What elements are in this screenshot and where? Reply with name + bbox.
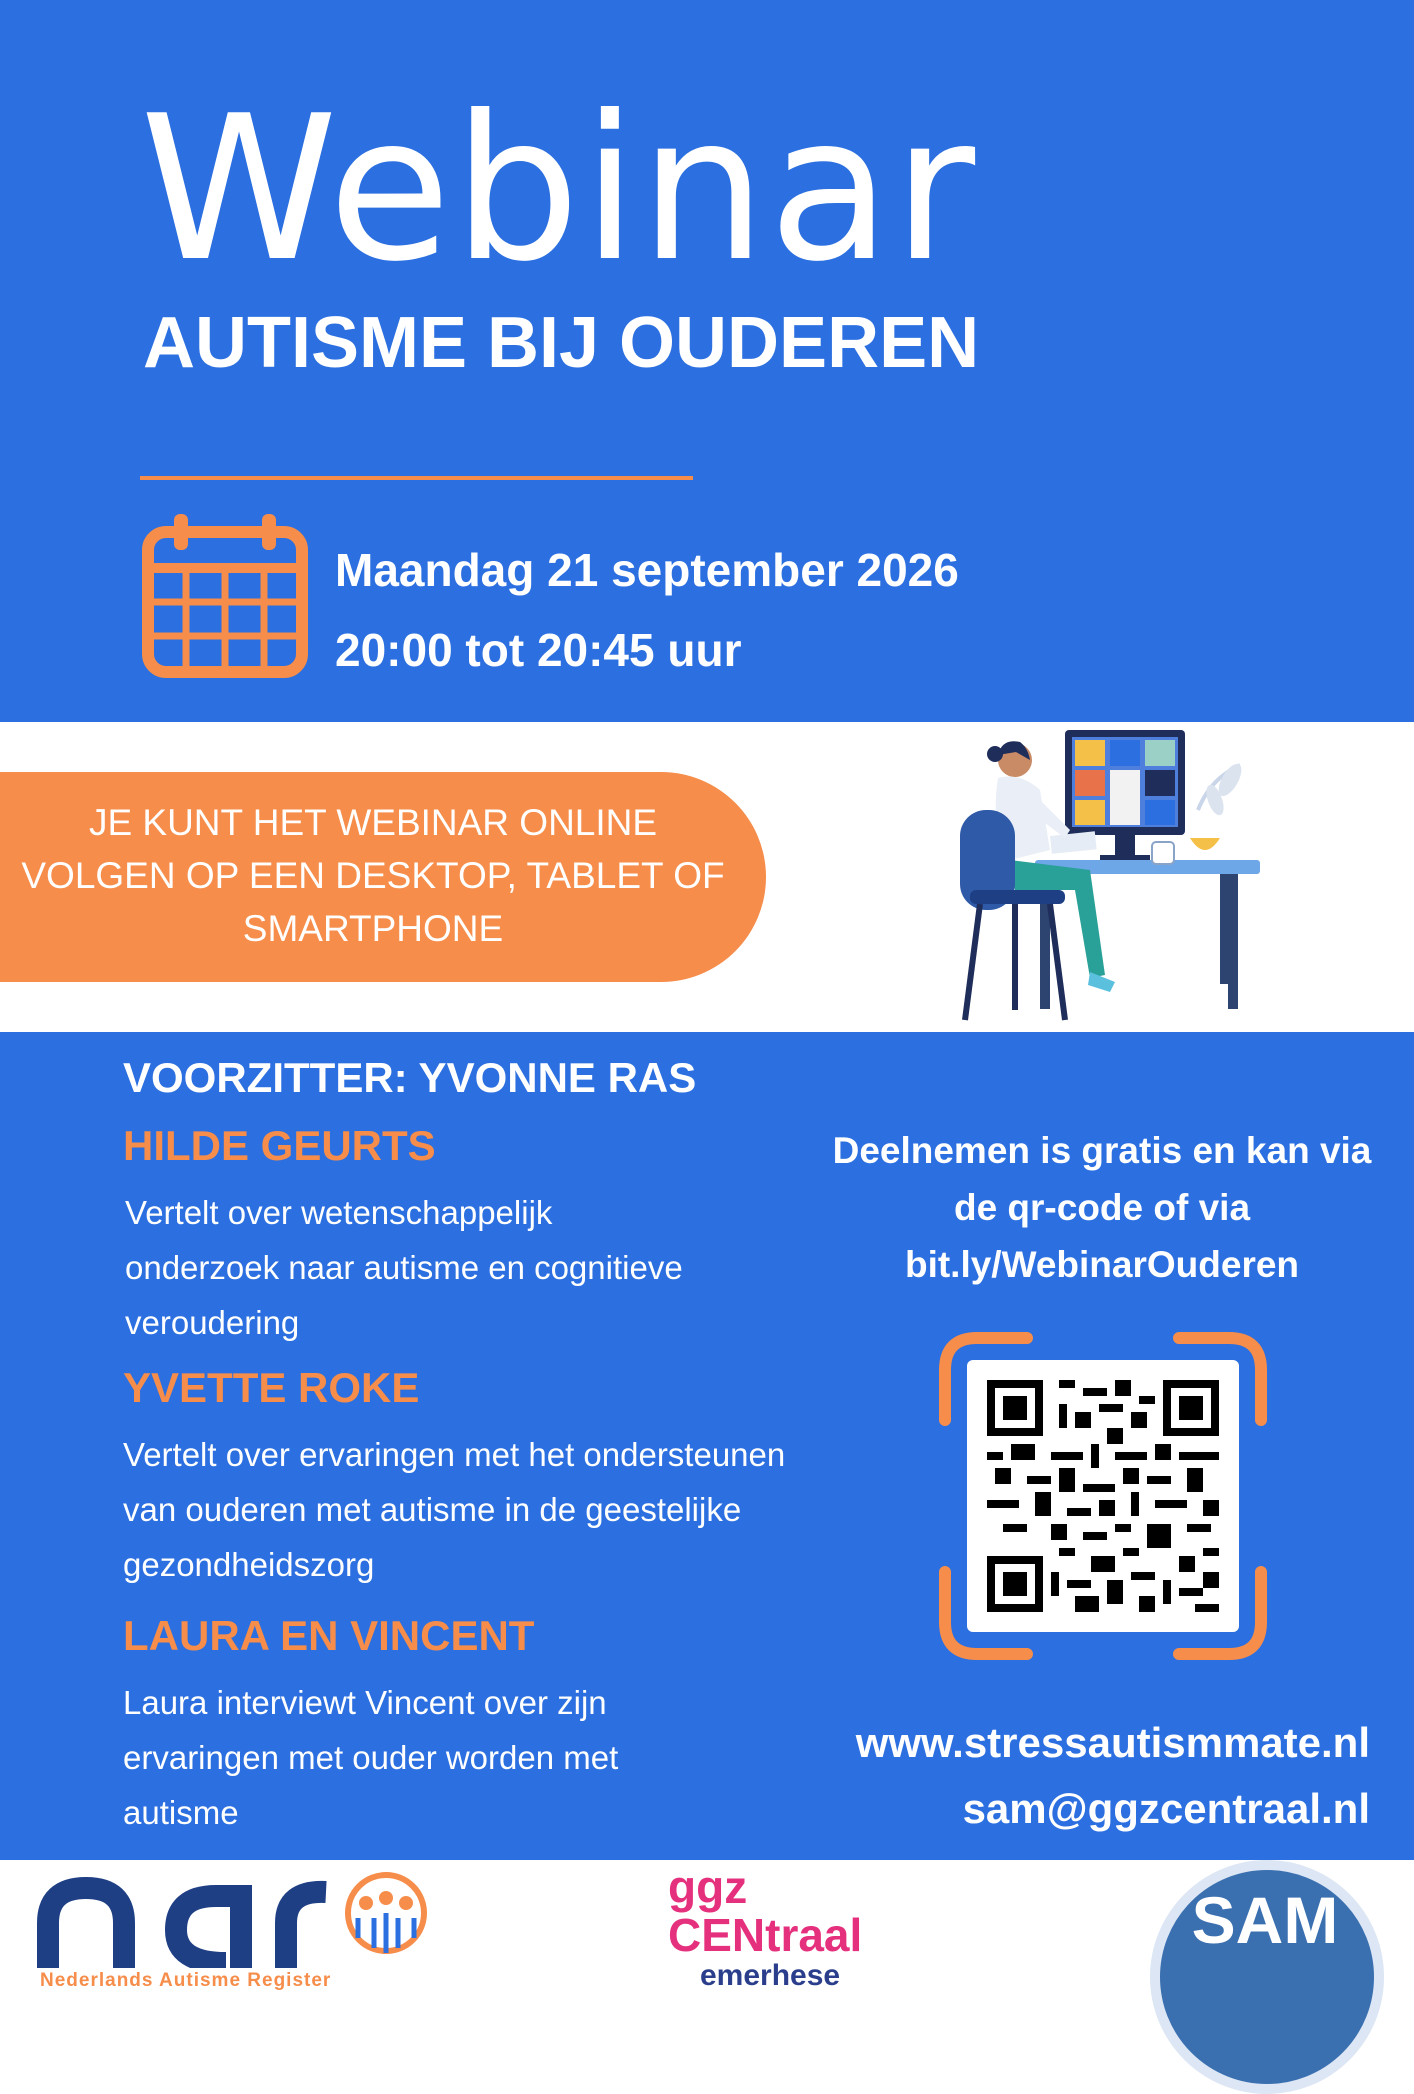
nar-tagline: Nederlands Autisme Register: [40, 1970, 332, 1991]
event-date: Maandag 21 september 2026: [335, 544, 959, 596]
ggz-logo-line2: CENtraal: [668, 1909, 863, 1961]
ggz-logo-line3: emerhese: [700, 1959, 841, 1992]
page-subtitle: AUTISME BIJ OUDEREN: [143, 303, 980, 383]
sam-logo-text: SAM: [1191, 1883, 1339, 1957]
speaker-description: Laura interviewt Vincent over zijn ervaringen met ouder worden met autisme: [123, 1684, 619, 1831]
webinar-illustration: [940, 720, 1280, 1030]
website-link[interactable]: www.stressautismmate.nl: [855, 1719, 1370, 1766]
ggz-logo-line1: ggz: [668, 1861, 748, 1913]
speaker-name: HILDE GEURTS: [123, 1122, 436, 1169]
online-banner-text: JE KUNT HET WEBINAR ONLINE VOLGEN OP EEN DESKTOP, TABLET OF SMARTPHONE: [21, 802, 725, 949]
chair-heading: VOORZITTER: YVONNE RAS: [123, 1054, 697, 1101]
speaker-description: Vertelt over ervaringen met het ondersteunen van ouderen met autisme in de geestelijke gezondheidszorg: [123, 1436, 786, 1583]
qr-code[interactable]: [987, 1380, 1219, 1612]
divider: [140, 476, 693, 480]
speaker-description: Vertelt over wetenschappelijk onderzoek naar autisme en cognitieve veroudering: [125, 1194, 683, 1341]
email-link[interactable]: sam@ggzcentraal.nl: [962, 1785, 1370, 1832]
registration-text: Deelnemen is gratis en kan via de qr-code of via bit.ly/WebinarOuderen: [832, 1130, 1372, 1285]
calendar-icon: [140, 510, 310, 680]
speaker-name: LAURA EN VINCENT: [123, 1612, 535, 1659]
nar-logo: [36, 1868, 466, 1968]
speaker-name: YVETTE ROKE: [123, 1364, 420, 1411]
event-time: 20:00 tot 20:45 uur: [335, 624, 742, 676]
page-title: Webinar: [140, 73, 978, 306]
